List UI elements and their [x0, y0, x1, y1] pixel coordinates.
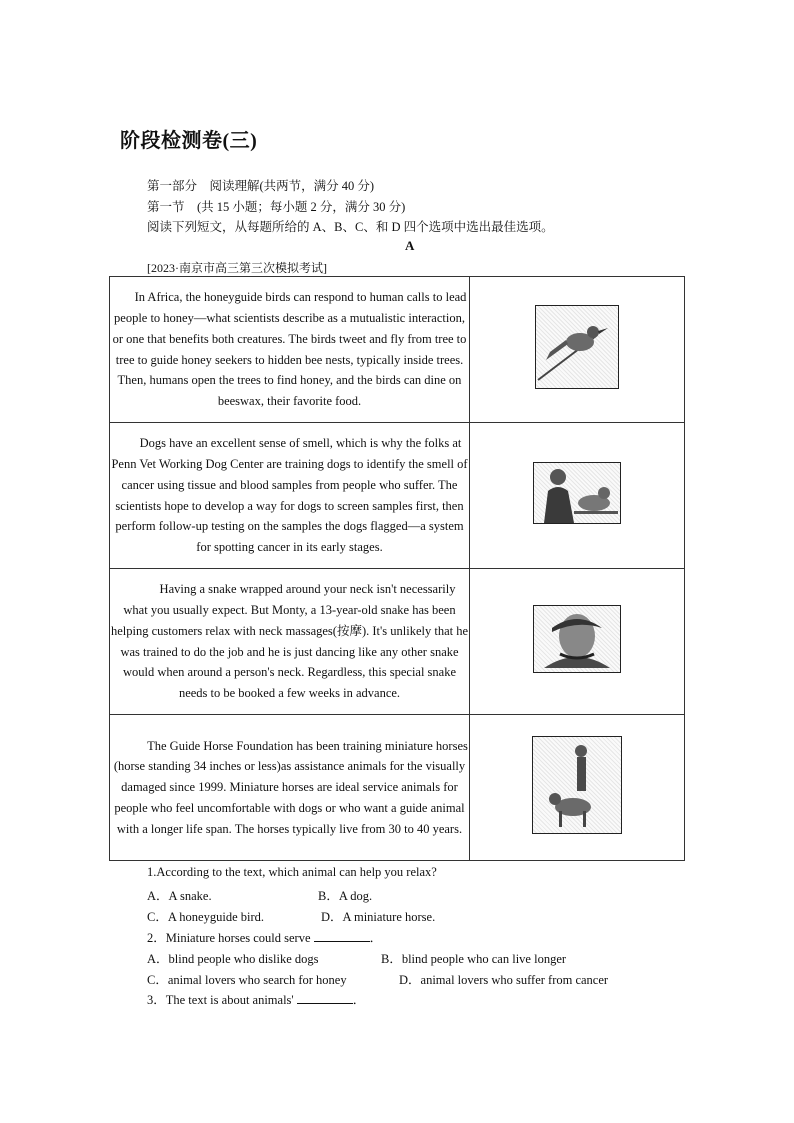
source-note: [2023·南京市高三第三次模拟考试] — [147, 261, 327, 275]
q2-option-d: D．animal lovers who suffer from cancer — [399, 973, 609, 987]
passage-text-3: Having a snake wrapped around your neck isn't necessarily what you usually expect. But Monty, a 13-year-old snake has been helping customers relax with neck massages(按摩). It's unlikely that he was trained to do the job and he is just dancing like any other snake would when around a person's neck. Regardless, this special snake needs to be booked a few weeks in advance. — [110, 569, 470, 715]
question-3: 3．The text is about animals' ． — [147, 993, 366, 1007]
question-1-stem: 1.According to the text, which animal can help you relax? — [147, 865, 437, 879]
table-row — [110, 569, 685, 715]
question-2-stem: 2．Miniature horses could serve — [147, 931, 311, 945]
q1-option-b: B．A dog. — [318, 889, 373, 903]
question-3-stem: 3．The text is about animals' — [147, 993, 294, 1007]
q1-option-d: D．A miniature horse. — [321, 910, 436, 924]
page-title: 阶段检测卷(三) — [120, 130, 258, 152]
instructions: 阅读下列短文，从每题所给的 A、B、C、和 D 四个选项中选出最佳选项。 — [147, 220, 554, 234]
honeyguide-bird-photo — [535, 305, 619, 389]
table-row — [110, 423, 685, 569]
passage-text-4: The Guide Horse Foundation has been training miniature horses (horse standing 34 inches or less)as assistance animals for the visually damaged since 1999. Miniature horses are ideal service animals for people who feel uncomfortable with dogs or who want a guide animal with a longer life span. The horses typically live from 30 to 40 years. — [110, 715, 470, 861]
answer-blank — [314, 930, 370, 942]
section-heading: 第一节 (共 15 小题；每小题 2 分，满分 30 分) — [147, 200, 406, 214]
passage-text-1: In Africa, the honeyguide birds can respond to human calls to lead people to honey—what scientists describe as a mutualistic interaction, or one that benefits both creatures. The birds tweet and fly from tree to tree to guide honey seekers to hidden bee nests, typically inside trees. Then, humans open the trees to find honey, and the birds can dine on beeswax, their favorite food. — [110, 277, 470, 423]
question-2: 2．Miniature horses could serve ． — [147, 931, 383, 945]
q1-option-a: A．A snake. — [147, 889, 212, 903]
miniature-horse-photo — [532, 736, 622, 834]
q2-option-c: C．animal lovers who search for honey — [147, 973, 347, 987]
q1-option-c: C．A honeyguide bird. — [147, 910, 265, 924]
q2-option-a: A．blind people who dislike dogs — [147, 952, 319, 966]
passage-text-2: Dogs have an excellent sense of smell, which is why the folks at Penn Vet Working Dog Center are training dogs to identify the smell of cancer using tissue and blood samples from people who suffer. The scientists hope to develop a way for dogs to screen samples first, then perform follow-up testing on the samples the dogs flagged—a system for spotting cancer in its early stages. — [110, 423, 470, 569]
part-heading: 第一部分 阅读理解(共两节，满分 40 分) — [147, 179, 375, 193]
passage-table — [109, 276, 685, 861]
snake-massage-photo — [533, 605, 621, 673]
dog-trainer-photo — [533, 462, 621, 524]
q2-option-b: B．blind people who can live longer — [381, 952, 567, 966]
table-row — [110, 715, 685, 861]
answer-blank — [297, 992, 353, 1004]
passage-label: A — [405, 238, 415, 253]
table-row — [110, 277, 685, 423]
